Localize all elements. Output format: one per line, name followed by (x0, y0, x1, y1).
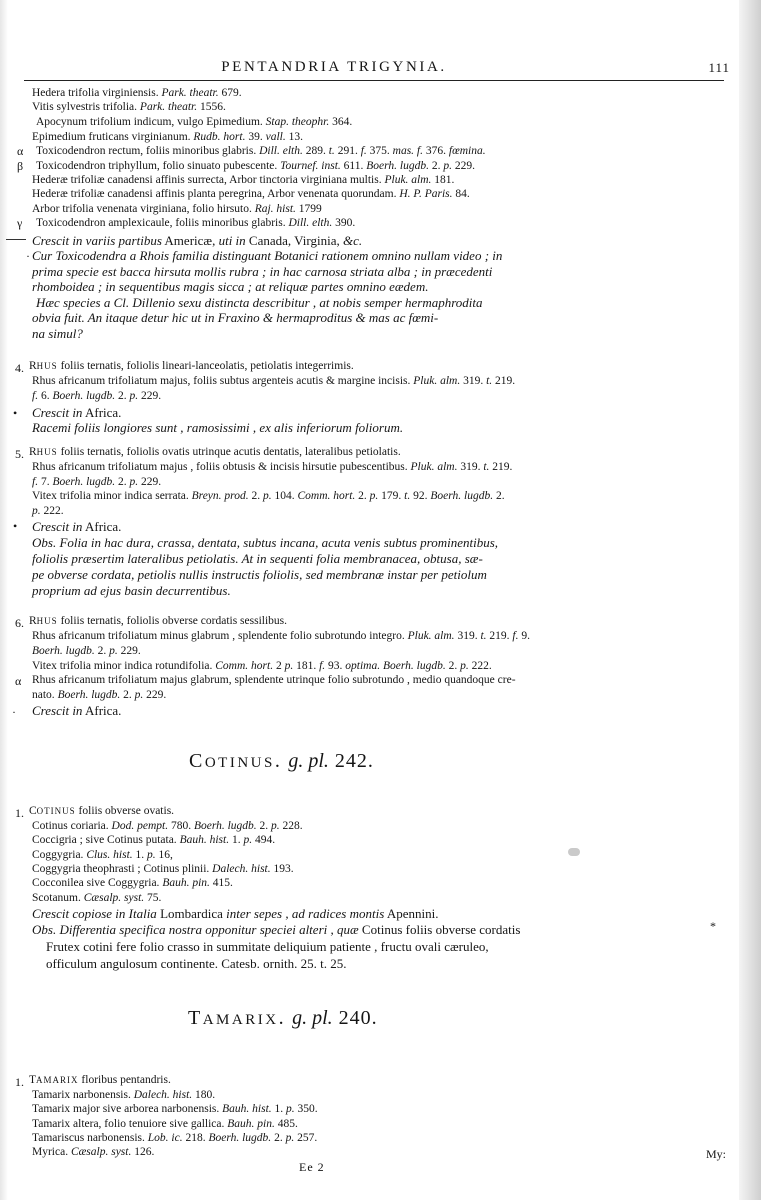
species-heading: RHUS foliis ternatis, foliolis obverse cordatis sessilibus. (29, 615, 288, 627)
variety-mark: α (15, 674, 22, 688)
synonym-line: Scotanum. Cæsalp. syst. 75. (32, 892, 162, 904)
synonym-line: Hederæ trifoliæ canadensi affinis planta peregrina, Arbor venenata quorundam. H. P. Paris. 84. (32, 188, 470, 200)
synonym-line: Rhus africanum trifoliatum minus glabrum , splendente folio subrotundo integro. Pluk. alm. 319. t. 219. f. 9. (32, 630, 530, 642)
synonym-line: f. 6. Boerh. lugdb. 2. p. 229. (32, 390, 162, 402)
margin-dot: · (26, 249, 30, 263)
margin-dot: • (13, 406, 18, 420)
synonym-line: Coggygria theophrasti ; Cotinus plinii. Dalech. hist. 193. (32, 863, 294, 875)
synonym-line: Boerh. lugdb. 2. p. 229. (32, 645, 141, 657)
synonym-line: Tamarix major sive arborea narbonensis. Bauh. hist. 1. p. 350. (32, 1103, 318, 1115)
synonym-line: Vitex trifolia minor indica rotundifolia. Comm. hort. 2 p. 181. f. 93. optima. Boerh. lugdb. 2. p. 222. (32, 660, 492, 672)
species-number: 1. (15, 806, 24, 820)
synonym-line: proprium ad ejus basin decurrentibus. (32, 583, 231, 598)
synonym-line: Crescit in Africa. (32, 519, 122, 534)
synonym-line: Tamarix altera, folio tenuiore sive gallica. Bauh. pin. 485. (32, 1118, 298, 1130)
observation-line: officulum angulosum continente. Catesb. ornith. 25. t. 25. (46, 956, 347, 971)
variety-mark: γ (17, 216, 23, 230)
synonym-line: Apocynum trifolium indicum, vulgo Epimedium. Stap. theophr. 364. (36, 116, 353, 128)
genus-title-cotinus: COTINUS. g. pl. 242. (189, 750, 374, 772)
synonym-line: Coggygria. Clus. hist. 1. p. 16, (32, 849, 173, 861)
synonym-line: Hederæ trifoliæ canadensi affinis surrecta, Arbor tinctoria virginiana multis. Pluk. alm. 181. (32, 174, 455, 186)
synonym-line: Cotinus coriaria. Dod. pempt. 780. Boerh. lugdb. 2. p. 228. (32, 820, 303, 832)
synonym-line: Crescit in Africa. (32, 405, 122, 420)
synonym-line: Cocconilea sive Coggygria. Bauh. pin. 415. (32, 877, 233, 889)
species-number: 1. (15, 1075, 24, 1089)
synonym-line: Toxicodendron rectum, foliis minoribus glabris. Dill. elth. 289. t. 291. f. 375. mas. f. 376. fœmina. (36, 145, 486, 157)
page-number: 111 (708, 60, 730, 75)
observation-line: Obs. Differentia specifica nostra opponitur speciei alteri , quæ Cotinus foliis obverse cordatis (32, 922, 521, 937)
variety-mark: β (17, 159, 24, 173)
synonym-line: Coccigria ; sive Cotinus putata. Bauh. hist. 1. p. 494. (32, 834, 276, 846)
margin-dot: • (13, 519, 18, 533)
running-header (24, 56, 730, 81)
synonym-line: Myrica. Cæsalp. syst. 126. (32, 1146, 155, 1158)
observation-line: prima specie est bacca hirsuta mollis rubra ; in hac carnosa striata alba ; in præcedenti (32, 264, 493, 279)
synonym-line: pe obverse cordata, petiolis nullis instructis foliolis, sed membranæ instar per petiolum (32, 567, 487, 582)
observation-line: na simul? (32, 326, 83, 341)
species-heading: COTINUS foliis obverse ovatis. (29, 805, 175, 817)
species-heading: RHUS foliis ternatis, foliolis ovatis utrinque acutis dentatis, lateralibus petiolatis. (29, 446, 401, 458)
observation-line: rhomboidea ; in sequentibus magis sicca ; at reliquæ partes omnino eædem. (32, 279, 429, 294)
synonym-line: p. 222. (32, 505, 64, 517)
observation-line: Crescit copiose in Italia Lombardica inter sepes , ad radices montis Apennini. (32, 906, 439, 921)
variety-mark: α (17, 144, 24, 158)
observation-line: Crescit in variis partibus Americæ, uti in Canada, Virginia, &c. (32, 233, 363, 248)
species-heading: RHUS foliis ternatis, foliolis lineari-lanceolatis, petiolatis integerrimis. (29, 360, 354, 372)
margin-dot: · (12, 705, 16, 719)
synonym-line: foliolis præsertim lateralibus petiolatis. At in sequenti folia membranacea, obtusa, sæ- (32, 551, 483, 566)
synonym-line: Vitis sylvestris trifolia. Park. theatr. 1556. (32, 101, 226, 113)
observation-line: Frutex cotini fere folio crasso in summitate deliquium patiente , fructu ovali cæruleo, (46, 939, 489, 954)
synonym-line: Racemi foliis longiores sunt , ramosissimi , ex alis inferiorum foliorum. (32, 420, 404, 435)
signature-mark: Ee 2 (299, 1160, 325, 1174)
footnote-star: * (710, 919, 716, 933)
synonym-line: Arbor trifolia venenata virginiana, folio hirsuto. Raj. hist. 1799 (32, 203, 322, 215)
synonym-line: Obs. Folia in hac dura, crassa, dentata, subtus incana, acuta venis subtus prominentibus, (32, 535, 499, 550)
catchword: My: (706, 1147, 727, 1161)
species-heading: TAMARIX floribus pentandris. (29, 1074, 171, 1086)
observation-line: obvia fuit. An itaque detur hic ut in Fraxino & hermaproditus & mas ac fœmi- (32, 310, 439, 325)
margin-dash (6, 239, 26, 240)
synonym-line: Tamarix narbonensis. Dalech. hist. 180. (32, 1089, 216, 1101)
synonym-line: Toxicodendron triphyllum, folio sinuato pubescente. Tournef. inst. 611. Boerh. lugdb. 2. p. 229. (36, 160, 475, 172)
species-number: 5. (15, 447, 24, 461)
synonym-line: Rhus africanum trifoliatum majus , foliis obtusis & incisis hirsutie pubescentibus. Pluk. alm. 319. t. 219. (32, 461, 513, 473)
synonym-line: Hedera trifolia virginiensis. Park. theatr. 679. (32, 87, 242, 99)
synonym-line: nato. Boerh. lugdb. 2. p. 229. (32, 689, 167, 701)
genus-title-tamarix: TAMARIX. g. pl. 240. (188, 1007, 378, 1029)
synonym-line: Tamariscus narbonensis. Lob. ic. 218. Boerh. lugdb. 2. p. 257. (32, 1132, 318, 1144)
running-title: PENTANDRIA TRIGYNIA. (221, 59, 447, 75)
ink-smudge (568, 848, 580, 856)
synonym-line: Vitex trifolia minor indica serrata. Breyn. prod. 2. p. 104. Comm. hort. 2. p. 179. t. 92. Boerh. lugdb. 2. (32, 490, 505, 502)
synonym-line: f. 7. Boerh. lugdb. 2. p. 229. (32, 476, 162, 488)
synonym-line: Rhus africanum trifoliatum majus glabrum, splendente utrinque folio subrotundo , medio quandoque cre- (32, 674, 516, 686)
observation-line: Cur Toxicodendra a Rhois familia distinguant Botanici rationem omnino nullam video ; in (32, 248, 503, 263)
synonym-line: Rhus africanum trifoliatum majus, foliis subtus argenteis acutis & margine incisis. Pluk. alm. 319. t. 219. (32, 375, 516, 387)
observation-line: Hæc species a Cl. Dillenio sexu distincta describitur , at nobis semper hermaphrodita (36, 295, 483, 310)
synonym-line: Crescit in Africa. (32, 703, 122, 718)
species-number: 6. (15, 616, 24, 630)
species-number: 4. (15, 361, 24, 375)
synonym-line: Toxicodendron amplexicaule, foliis minoribus glabris. Dill. elth. 390. (36, 217, 356, 229)
synonym-line: Epimedium fruticans virginianum. Rudb. hort. 39. vall. 13. (32, 131, 303, 143)
